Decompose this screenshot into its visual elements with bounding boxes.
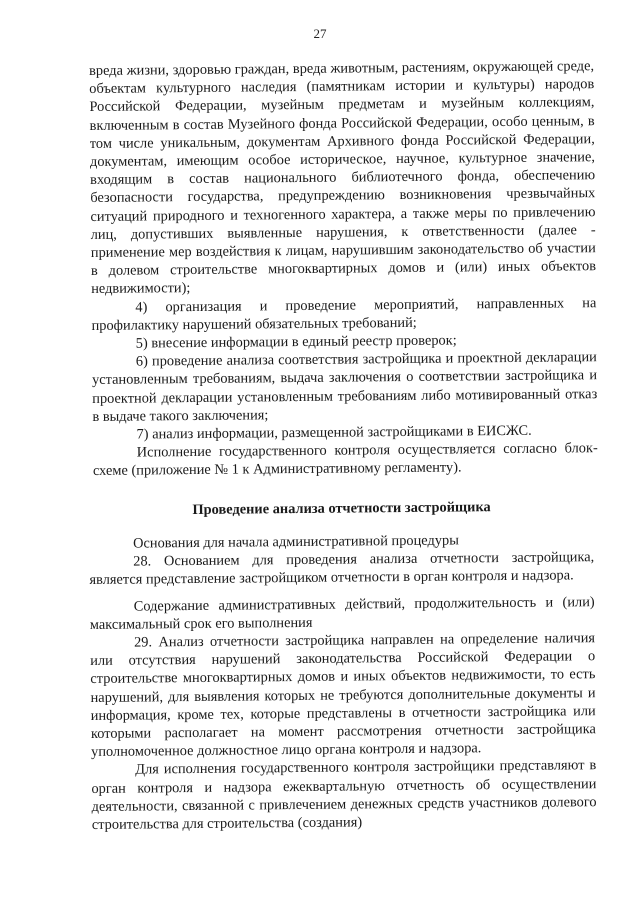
subheading-grounds: Основания для начала административной процедуры: [133, 532, 459, 552]
clause-28: 28. Основанием для проведения анализа отчетности застройщика, является представление застройщиком отчетности в орган контроля и надзора.: [89, 549, 595, 589]
paragraph-flowchart-reference: Исполнение государственного контроля осуществляется согласно блок-схеме (приложение № 1 к Административному регламенту).: [92, 440, 598, 480]
list-item-6: 6) проведение анализа соответствия застройщика и проектной декларации установленным требованиям, выдача заключения о соответствии застройщика и проектной декларации установленным требованиям либо мотивированный отказ в выдаче такого заключения;: [91, 349, 598, 425]
section-heading: Проведение анализа отчетности застройщика: [192, 499, 491, 519]
body-text-lower: [89, 530, 597, 834]
paragraph-reporting: Для исполнения государственного контроля застройщики представляют в орган контроля и надзора ежеквартальную отчетность об осуществлении деятельности, связанной с привлечением денежных средств участников долевого строительства для строительства (создания): [91, 757, 597, 834]
subheading-content: Содержание административных действий, продолжительность и (или) максимальный срок его выполнения: [89, 593, 595, 633]
paragraph-continuation: вреда жизни, здоровью граждан, вреда животным, растениям, окружающей среде, объектам культурного наследия (памятникам истории и культуры) народов Российской Федерации, музейным предметам и музейным коллекциям, включенным в состав Музейного фонда Российской Федерации, особо ценным, в том числе уникальным, документам Архивного фонда Российской Федерации, документам, имеющим особое историческое, научное, культурное значение, входящим в состав национального библиотечного фонда, обеспечению безопасности государства, предупреждению возникновения чрезвычайных ситуаций природного и техногенного характера, а также меры по привлечению лиц, допустивших выявленные нарушения, к ответственности (далее - применение мер воздействия к лицам, нарушившим законодательство об участии в долевом строительстве многоквартирных домов и (или) иных объектов недвижимости);: [89, 58, 597, 298]
list-item-5: 5) внесение информации в единый реестр проверок;: [135, 332, 457, 352]
page-number: 27: [313, 26, 327, 41]
list-item-7: 7) анализ информации, размещенной застройщиками в ЕИСЖС.: [136, 422, 532, 443]
clause-29: 29. Анализ отчетности застройщика направлен на определение наличия или отсутствия нарушений законодательства Российской Федерации о строительстве многоквартирных домов и иных объектов недвижимости, то есть нарушений, для выявления которых не требуются дополнительные документы и информация, кроме тех, которые представлены в отчетности застройщика или которыми располагает на момент рассмотрения отчетности застройщика уполномоченное должностное лицо органа контроля и надзора.: [90, 630, 596, 761]
body-text-upper: [89, 57, 598, 481]
list-item-4: 4) организация и проведение мероприятий, направленных на профилактику нарушений обязательных требований;: [91, 294, 597, 334]
